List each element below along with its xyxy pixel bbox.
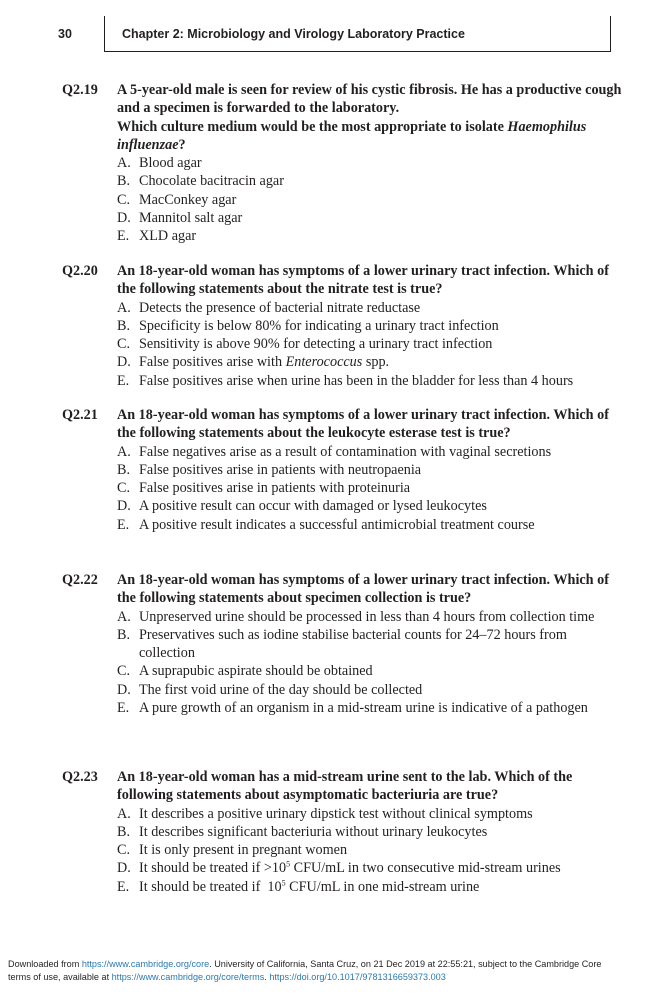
organism-name: Enterococcus — [285, 354, 363, 371]
option-d — [117, 497, 622, 515]
footer-text: . — [264, 971, 270, 982]
option-d — [117, 209, 622, 227]
question-2-23 — [62, 768, 622, 896]
option-text: It describes a positive urinary dipstick test without clinical symptoms — [139, 805, 533, 822]
option-a — [117, 299, 622, 317]
footer-text: . University of California, Santa Cruz, on 21 Dec 2019 at 22:55:21, subject to the Cambridge Core — [209, 959, 602, 969]
option-letter: C. — [117, 336, 131, 353]
option-text: It is only present in pregnant women — [139, 842, 348, 859]
option-text-end: CFU/mL in two consecutive mid-stream urines — [290, 860, 561, 877]
running-header — [0, 0, 666, 52]
question-2-19 — [62, 81, 622, 246]
footer-text: Downloaded from — [8, 959, 82, 969]
page-number: 30 — [58, 27, 72, 41]
option-text: Mannitol salt agar — [139, 210, 243, 227]
option-letter: A. — [117, 608, 131, 625]
option-letter: B. — [117, 461, 131, 478]
option-text: A suprapubic aspirate should be obtained — [139, 663, 373, 680]
stem-question-text: Which culture medium would be the most appropriate to isolate — [117, 118, 508, 135]
question-number: Q2.20 — [62, 263, 98, 279]
option-c — [117, 335, 622, 353]
option-text: Blood agar — [139, 155, 202, 172]
question-number: Q2.19 — [62, 82, 98, 98]
option-text: False positives arise in patients with proteinuria — [139, 480, 411, 497]
option-text: A positive result can occur with damaged or lysed leukocytes — [139, 498, 487, 515]
option-b — [117, 626, 622, 663]
option-letter: A. — [117, 805, 131, 822]
option-text: Detects the presence of bacterial nitrate reductase — [139, 299, 421, 316]
option-e — [117, 227, 622, 245]
option-text: Chocolate bacitracin agar — [139, 173, 284, 190]
option-letter: E. — [117, 372, 130, 389]
chapter-title: Chapter 2: Microbiology and Virology Laboratory Practice — [122, 27, 465, 41]
option-text: False positives arise with — [139, 354, 286, 371]
option-letter: D. — [117, 498, 131, 515]
option-letter: D. — [117, 210, 131, 227]
header-divider-left — [104, 16, 105, 52]
option-text: Preservatives such as iodine stabilise bacterial counts for 24–72 hours from collection — [139, 626, 567, 662]
option-c — [117, 191, 622, 209]
option-letter: C. — [117, 480, 131, 497]
question-stem: An 18-year-old woman has a mid-stream urine sent to the lab. Which of the following statements about asymptomatic bacteriuria are true? — [117, 769, 573, 804]
option-letter: B. — [117, 173, 131, 190]
footer-text: terms of use, available at — [8, 971, 112, 982]
answer-options — [117, 443, 622, 534]
option-letter: A. — [117, 155, 131, 172]
option-letter: C. — [117, 663, 131, 680]
cambridge-core-link[interactable]: https://www.cambridge.org/core — [81, 959, 210, 969]
option-letter: B. — [117, 317, 131, 334]
stem-question-mark: ? — [178, 136, 186, 153]
option-b — [117, 172, 622, 190]
terms-link[interactable]: https://www.cambridge.org/core/terms — [111, 971, 265, 982]
answer-options — [117, 805, 622, 896]
option-e — [117, 878, 622, 896]
option-letter: D. — [117, 681, 131, 698]
option-c — [117, 841, 622, 859]
stem-question — [117, 118, 622, 155]
option-letter: B. — [117, 823, 131, 840]
option-d — [117, 681, 622, 699]
question-2-20 — [62, 262, 622, 390]
answer-options — [117, 299, 622, 390]
header-divider-right — [610, 16, 611, 52]
option-text-end: CFU/mL in one mid-stream urine — [285, 878, 480, 895]
option-letter: E. — [117, 516, 130, 533]
option-letter: C. — [117, 191, 131, 208]
option-c — [117, 662, 622, 680]
option-text: It describes significant bacteriuria without urinary leukocytes — [139, 823, 488, 840]
question-stem: An 18-year-old woman has symptoms of a lower urinary tract infection. Which of the following statements about specimen collection is true? — [117, 572, 609, 607]
option-text-end: spp. — [362, 354, 390, 371]
option-e — [117, 699, 622, 717]
option-a — [117, 154, 622, 172]
question-2-22 — [62, 571, 622, 717]
option-a — [117, 443, 622, 461]
option-text: MacConkey agar — [139, 191, 237, 208]
answer-options — [117, 608, 622, 718]
option-d — [117, 859, 622, 877]
option-letter: D. — [117, 860, 131, 877]
exponent: 5 — [286, 859, 291, 869]
download-footer — [8, 958, 658, 983]
option-text: XLD agar — [139, 228, 197, 245]
option-letter: A. — [117, 299, 131, 316]
question-number: Q2.22 — [62, 572, 98, 588]
question-2-21 — [62, 406, 622, 534]
option-letter: B. — [117, 626, 131, 643]
exponent: 5 — [281, 878, 286, 888]
header-rule — [104, 51, 611, 52]
option-b — [117, 461, 622, 479]
option-text: It should be treated if 10 — [139, 878, 282, 895]
option-text: It should be treated if >10 — [139, 860, 287, 877]
doi-link[interactable]: https://doi.org/10.1017/9781316659373.003 — [269, 971, 446, 982]
option-text: The first void urine of the day should be collected — [139, 681, 423, 698]
option-text: Unpreserved urine should be processed in less than 4 hours from collection time — [139, 608, 595, 625]
option-a — [117, 805, 622, 823]
organism-name: Haemophilus influenzae — [117, 118, 587, 153]
question-stem: An 18-year-old woman has symptoms of a lower urinary tract infection. Which of the following statements about the nitrate test is true? — [117, 263, 609, 298]
answer-options — [117, 154, 622, 245]
option-letter: A. — [117, 443, 131, 460]
option-d — [117, 353, 622, 371]
option-letter: E. — [117, 228, 130, 245]
question-number: Q2.21 — [62, 407, 98, 423]
option-letter: D. — [117, 354, 131, 371]
question-stem — [117, 81, 622, 154]
option-letter: E. — [117, 878, 130, 895]
option-text: False positives arise in patients with neutropaenia — [139, 461, 422, 478]
stem-text: A 5-year-old male is seen for review of his cystic fibrosis. He has a productive cough and a specimen is forwarded to the laboratory. — [117, 82, 622, 117]
option-b — [117, 317, 622, 335]
option-b — [117, 823, 622, 841]
option-letter: C. — [117, 842, 131, 859]
option-text: Specificity is below 80% for indicating a urinary tract infection — [139, 317, 499, 334]
option-c — [117, 479, 622, 497]
option-text: False negatives arise as a result of contamination with vaginal secretions — [139, 443, 552, 460]
option-text: A positive result indicates a successful antimicrobial treatment course — [139, 516, 535, 533]
option-text: Sensitivity is above 90% for detecting a urinary tract infection — [139, 336, 493, 353]
option-a — [117, 608, 622, 626]
question-stem: An 18-year-old woman has symptoms of a lower urinary tract infection. Which of the following statements about the leukocyte esterase test is true? — [117, 407, 609, 442]
option-e — [117, 516, 622, 534]
option-e — [117, 372, 622, 390]
question-number: Q2.23 — [62, 769, 98, 785]
option-text: A pure growth of an organism in a mid-stream urine is indicative of a pathogen — [139, 700, 588, 717]
option-letter: E. — [117, 700, 130, 717]
option-text: False positives arise when urine has been in the bladder for less than 4 hours — [139, 372, 574, 389]
